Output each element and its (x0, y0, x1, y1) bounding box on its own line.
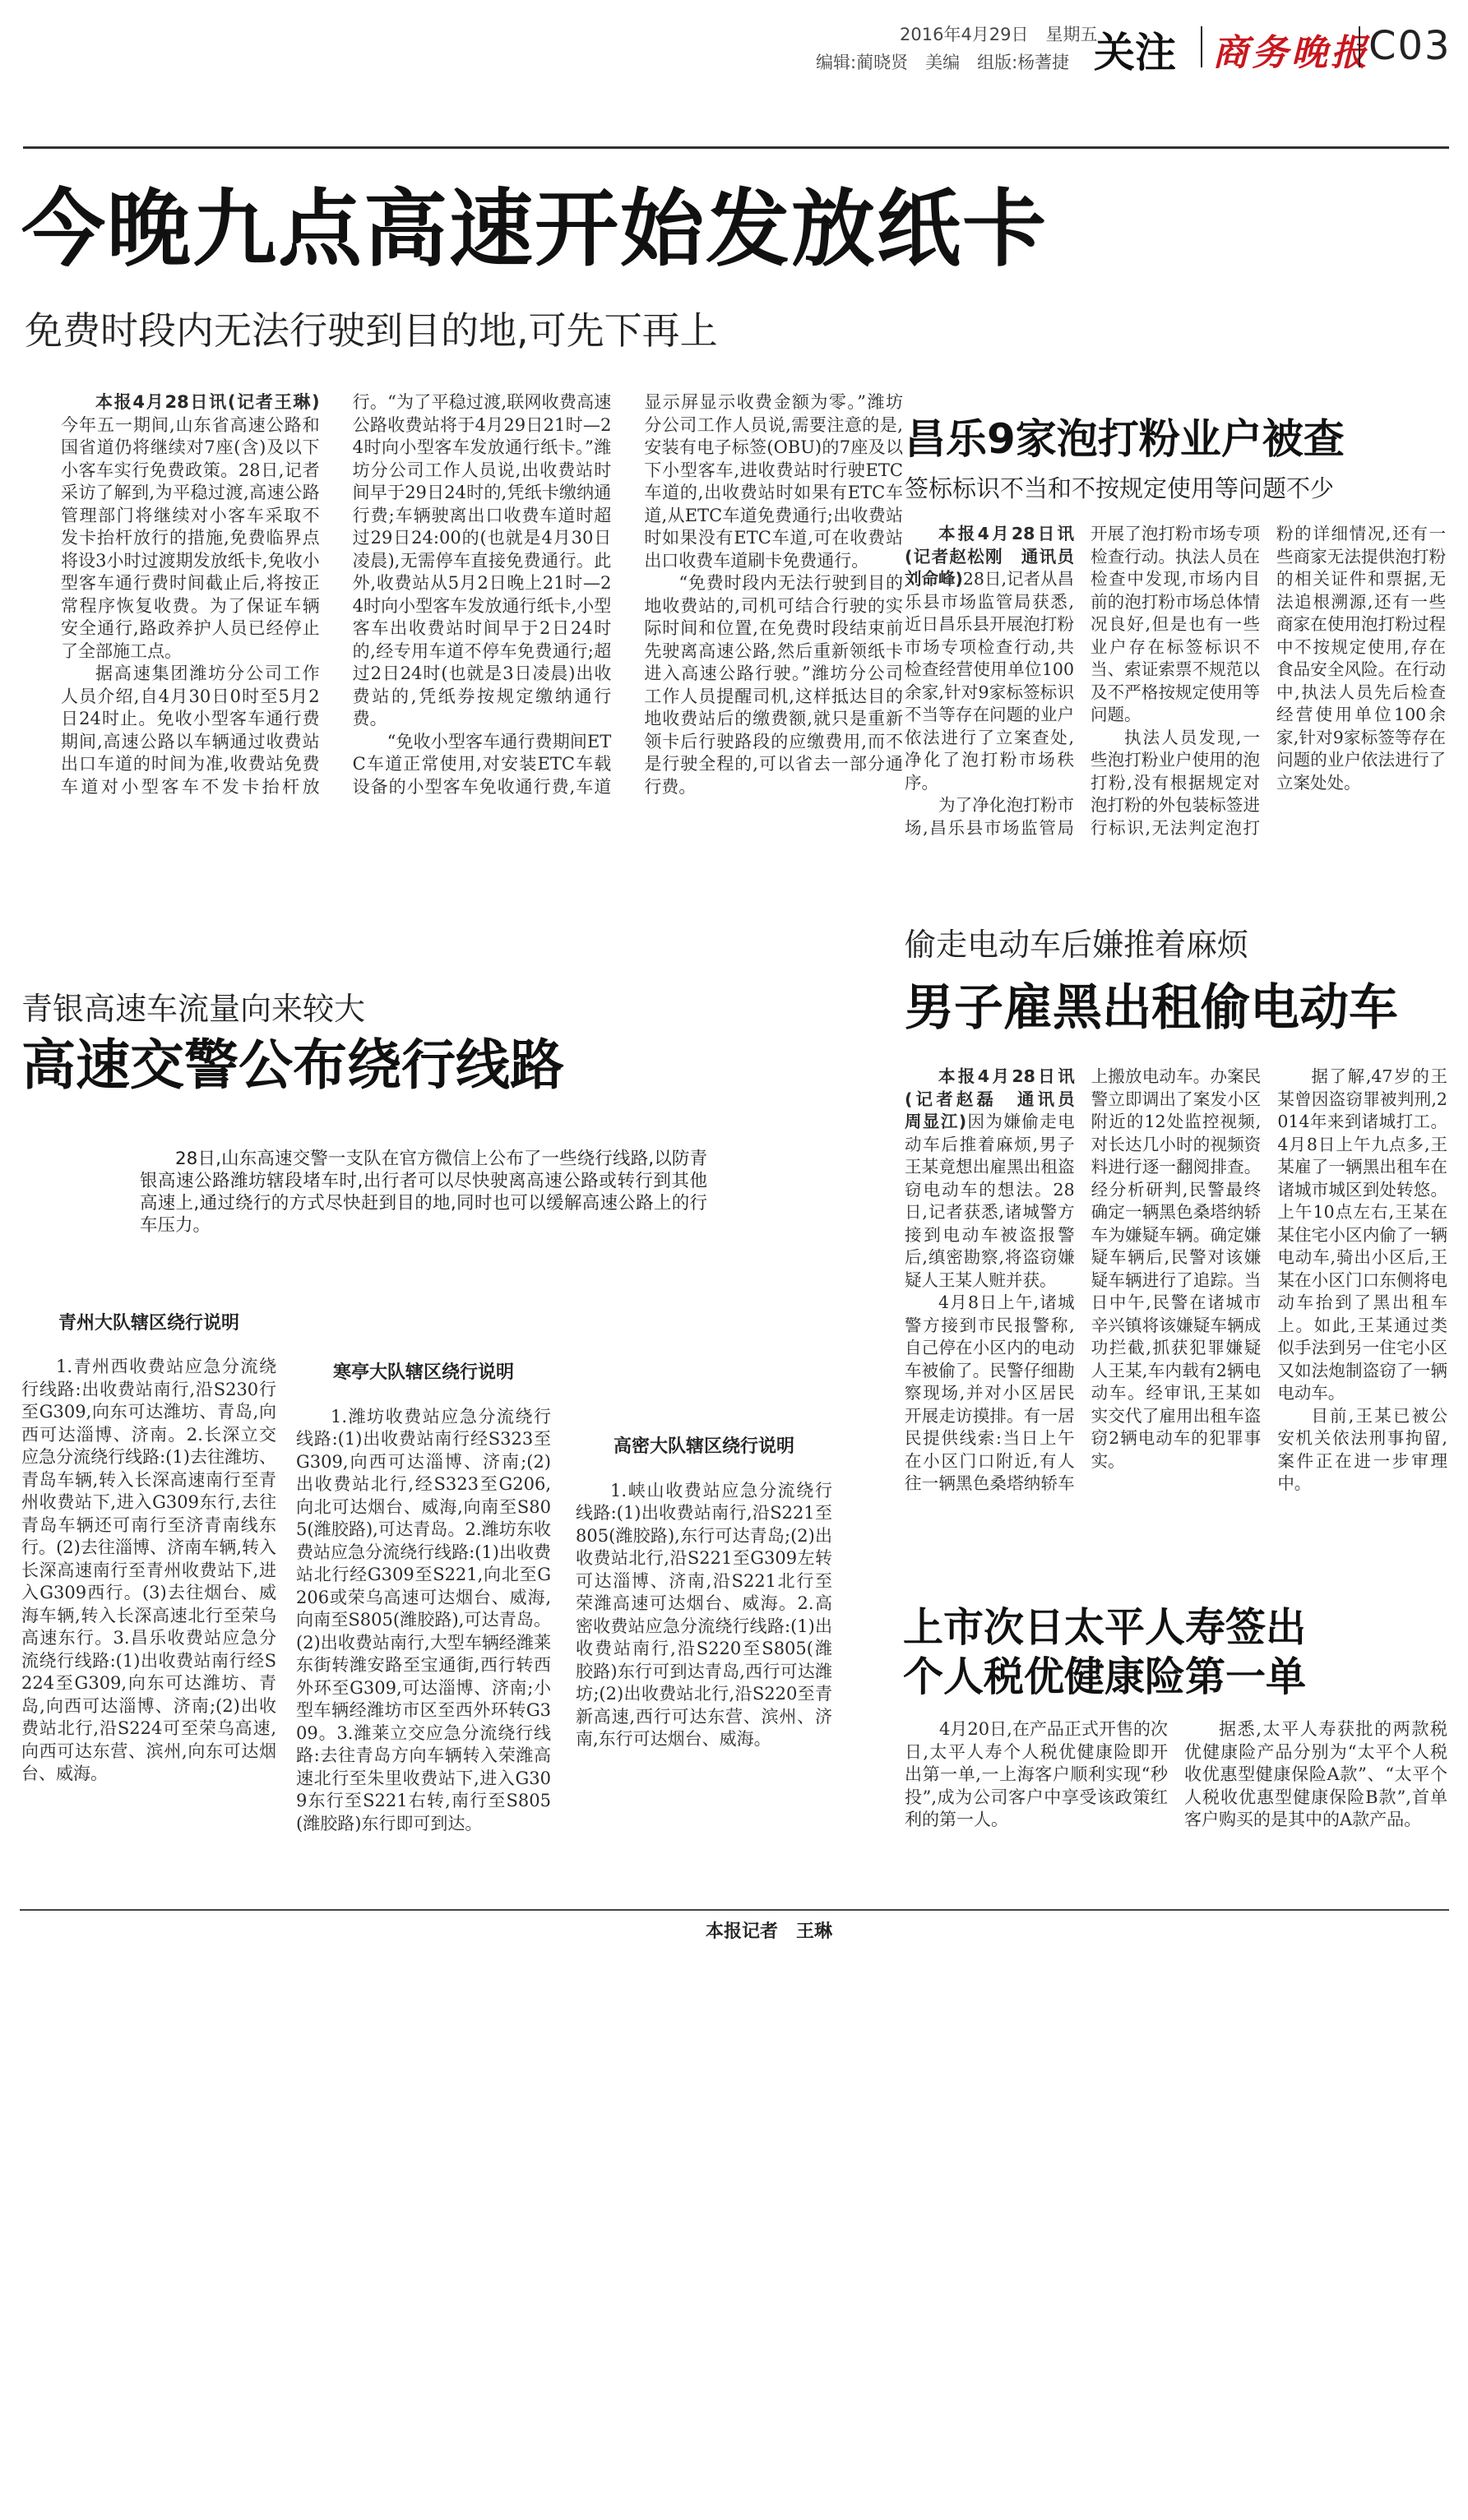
article2-headline: 高速交警公布绕行线路 (21, 1033, 564, 1097)
article4-paragraph: 4月8日上午,诸城警方接到市民报警称,自己停在小区内的电动车被偷了。民警仔细勘察现场,并对小区居民开展走访摸排。有一居民提供线索:当日上午在小区门口附近,有人往一辆黑色桑塔纳轿车上搬放电动车。办案民警立即调出了案发小区附近的12处监控视频,对长达几小时的视频资料进行逐一翻阅排查。经分析研判,民警最终确定一辆黑色桑塔纳轿车为嫌疑车辆。确定嫌疑车辆后,民警对该嫌疑车辆进行了追踪。当日中午,民警在诸城市辛兴镇将该嫌疑车辆成功拦截,抓获犯罪嫌疑人王某,车内载有2辆电动车。经审讯,王某如实交代了雇用出租车盗窃2辆电动车的犯罪事实。 (905, 1066, 1262, 1493)
article1-headline: 今晚九点高速开始发放纸卡 (21, 181, 1048, 279)
article3-dateline: 本报4月28日讯(记者赵松刚 通讯员 刘命峰) (905, 524, 1091, 589)
article4-body (905, 1066, 1447, 1602)
article3-subheadline: 签标标识不当和不按规定使用等问题不少 (905, 474, 1335, 502)
article3-paragraph: 执法人员发现,一些泡打粉业户使用的泡打粉,没有根据规定对泡打粉的外包装标签进行标识,无法判定泡打粉的详细情况,还有一些商家无法提供泡打粉的相关证件和票据,无法追根溯源,还有一些商家在使用泡打粉过程中不按规定使用,存在食品安全风险。在行动中,执法人员先后检查经营使用单位100余家,针对9家标签等存在问题的业户依法进行了立案处处。 (1091, 524, 1446, 838)
article4-paragraph: 因为嫌偷走电动车后推着麻烦,男子王某竟想出雇黑出租盗窃电动车的想法。28日,记者获悉,诸城警方接到电动车被盗报警后,缜密勘察,将盗窃嫌疑人王某人赃并获。 (905, 1112, 1075, 1290)
article1-paragraph: 今年五一期间,山东省高速公路和国省道仍将继续对7座(含)及以下小客车实行免费政策。28日,记者采访了解到,为平稳过渡,高速公路管理部门将继续对小客车采取不发卡抬杆放行的措施,免费临界点将设3小时过渡期发放纸卡,免收小型客车通行费时间截止后,将按正常程序恢复收费。为了保证车辆安全通行,路政养护人员已经停止了全部施工点。 (61, 414, 320, 661)
issue-date: 2016年4月29日 星期五 (900, 25, 1098, 44)
article1-paragraph: 据高速集团潍坊分公司工作人员介绍,自4月30日0时至5月2日24时止。免收小型客车通行费期间,高速公路以车辆通过收费站出口车道的时间为准,收费站免费车道对小型客车不发卡抬杆放行。“为了平稳过渡,联网收费高速公路收费站将于4月29日21时—24时向小型客车发放通行纸卡。”潍坊分公司工作人员说,出收费站时间早于29日24时的,凭纸卡缴纳通行费;车辆驶离出口收费车道时超过29日24:00的(也就是4月30日凌晨),无需停车直接免费通行。此外,收费站从5月2日晚上21时—24时向小型客车发放通行纸卡,小型客车出收费站时间早于2日24时的,经专用车道不停车免费通行;超过2日24时(也就是3日凌晨)出收费站的,凭纸券按规定缴纳通行费。 (61, 392, 612, 797)
article2-byline: 本报记者 王琳 (705, 1921, 832, 1942)
paper-logo: 商务晚报 (1212, 32, 1370, 74)
article3-headline: 昌乐9家泡打粉业户被查 (905, 415, 1345, 463)
detour-section-hanting (296, 1283, 551, 1888)
article1-paragraph: “免费时段内无法行驶到目的地收费站的,司机可结合行驶的实际时间和位置,在免费时段结束前先驶离高速公路,然后重新领纸卡进入高速公路行驶。”潍坊分公司工作人员提醒司机,这样抵达目的地收费站后的缴费额,就只是重新领卡后行驶路段的应缴费用,而不是行驶全程的,可以省去一部分通行费。 (644, 573, 903, 797)
detour-section-title: 寒亭大队辖区绕行说明 (332, 1362, 514, 1383)
article4-headline: 男子雇黑出租偷电动车 (905, 979, 1398, 1037)
article4-paragraph: 据了解,47岁的王某曾因盗窃罪被判刑,2014年来到诸城打工。4月8日上午九点多,王某雇了一辆黑出租车在诸城市城区到处转悠。上午10点左右,王某在某住宅小区内偷了一辆电动车,骑出小区后,王某在小区门口东侧将电动车抬到了黑出租车上。如此,王某通过类似手法到另一住宅小区又如法炮制盗窃了一辆电动车。 (1277, 1066, 1447, 1403)
detour-section-text: 1.峡山收费站应急分流绕行线路:(1)出收费站南行,沿S221至805(潍胶路),东行可达青岛;(2)出收费站北行,沿S221至G309左转可达淄博、济南,沿S221北行至荣潍高速可达烟台、威海。2.高密收费站应急分流绕行线路:(1)出收费站南行,沿S220至S805(潍胶路)东行可到达青岛,西行可达潍坊;(2)出收费站北行,沿S220至青新高速,西行可达东营、滨州、济南,东行可达烟台、威海。 (576, 1480, 832, 1749)
masthead-divider (1359, 26, 1360, 67)
article2-intro-text: 28日,山东高速交警一支队在官方微信上公布了一些绕行线路,以防青银高速公路潍坊辖段堵车时,出行者可以尽快驶离高速公路或转行到其他高速上,通过绕行的方式尽快赶到目的地,同时也可以缓解高速公路上的行车压力。 (140, 1149, 707, 1236)
article4-paragraph: 目前,王某已被公安机关依法刑事拘留,案件正在进一步审理中。 (1277, 1405, 1447, 1493)
editors-credit: 编辑:蔺晓贤 美编 组版:杨蓍捷 (816, 53, 1070, 72)
article3-paragraph: 28日,记者从昌乐县市场监管局获悉,近日昌乐县开展泡打粉市场专项检查行动,共检查经营使用单位100余家,针对9家标签标识不当等存在问题的业户依法进行了立案查处,净化了泡打粉市场秩序。 (905, 569, 1074, 793)
article1-dateline: 本报4月28日讯(记者王琳) (95, 392, 320, 412)
detour-section-text: 1.潍坊收费站应急分流绕行线路:(1)出收费站南行经S323至G309,向西可达淄博、济南;(2)出收费站北行,经S323至G206,向北可达烟台、威海,向南至S805(潍胶路),可达青岛。2.潍坊东收费站应急分流绕行线路:(1)出收费站北行经G309至S221,向北至G206或荣乌高速可达烟台、威海,向南至S805(潍胶路),可达青岛。(2)出收费站南行,大型车辆经潍莱东街转潍安路至宝通街,西行转西外环至G309,可达淄博、济南;小型车辆经潍坊市区至西外环转G309。3.潍莱立交应急分流绕行线路:去往青岛方向车辆转入荣潍高速北行至朱里收费站下,进入G309东行至S221右转,南行至S805(潍胶路)东行即可到达。 (296, 1406, 551, 1833)
detour-section-gaomi (576, 1283, 832, 1943)
page-bottom-rule (20, 1909, 1449, 1911)
section-name: 关注 (1094, 29, 1176, 76)
article3-body (905, 523, 1446, 893)
article2-intro (140, 1148, 707, 1237)
article1-body (61, 391, 903, 950)
masthead-divider (1201, 26, 1202, 67)
article4-kicker: 偷走电动车后嫌推着麻烦 (905, 927, 1249, 963)
article1-paragraph: “免收小型客车通行费期间ETC车道正常使用,对安装ETC车载设备的小型客车免收通行费,车道显示屏显示收费金额为零。”潍坊分公司工作人员说,需要注意的是,安装有电子标签(OBU)的7座及以下小型客车,进收费站时行驶ETC车道的,出收费站时如果有ETC车道,从ETC车道免费通行;出收费站时如果没有ETC车道,可在收费站出口收费车道刷卡免费通行。 (352, 392, 903, 797)
article1-subheadline: 免费时段内无法行驶到目的地,可先下再上 (25, 308, 718, 353)
article5-paragraph: 4月20日,在产品正式开售的次日,太平人寿个人税优健康险即开出第一单,一上海客户顺利实现“秒投”,成为公司客户中享受该政策红利的第一人。 (905, 1719, 1168, 1829)
article2-kicker: 青银高速车流量向来较大 (21, 991, 366, 1027)
article5-paragraph: 据悉,太平人寿获批的两款税优健康险产品分别为“太平个人税收优惠型健康保险A款”、“太平个人税收优惠型健康保险B款”,首单客户购买的是其中的A款产品。 (1184, 1719, 1447, 1829)
article5-headline-line1: 上市次日太平人寿签出 (903, 1604, 1307, 1651)
masthead-rule (23, 146, 1449, 149)
article5-headline-line2: 个人税优健康险第一单 (903, 1653, 1307, 1700)
page-number: C03 (1368, 23, 1452, 69)
detour-section-text: 1.青州西收费站应急分流绕行线路:出收费站南行,沿S230行至G309,向东可达潍坊、青岛,向西可达淄博、济南。2.长深立交应急分流绕行线路:(1)去往潍坊、青岛车辆,转入长深高速南行至青州收费站下,进入G309东行,去往青岛车辆还可南行至济青南线东行。(2)去往淄博、济南车辆,转入长深高速南行至青州收费站下,进入G309西行。(3)去往烟台、威海车辆,转入长深高速北行至荣乌高速东行。3.昌乐收费站应急分流绕行线路:(1)出收费站南行经S224至G309,向东可达潍坊、青岛,向西可达淄博、济南;(2)出收费站北行,沿S224可至荣乌高速,向西可达东营、滨州,向东可达烟台、威海。 (21, 1357, 276, 1783)
detour-section-title: 青州大队辖区绕行说明 (58, 1313, 239, 1334)
article5-body (905, 1718, 1447, 1883)
article4-dateline: 本报4月28日讯(记者赵磊 通讯员 周显江) (905, 1066, 1092, 1131)
detour-section-qingzhou (21, 1309, 276, 1882)
article3-paragraph: 为了净化泡打粉市场,昌乐县市场监管局开展了泡打粉市场专项检查行动。执法人员在检查中发现,市场内目前的泡打粉市场总体情况良好,但是也有一些业户存在标签标识不当、索证索票不规范以及不严格按规定使用等问题。 (905, 524, 1260, 838)
detour-section-title: 高密大队辖区绕行说明 (613, 1436, 794, 1457)
